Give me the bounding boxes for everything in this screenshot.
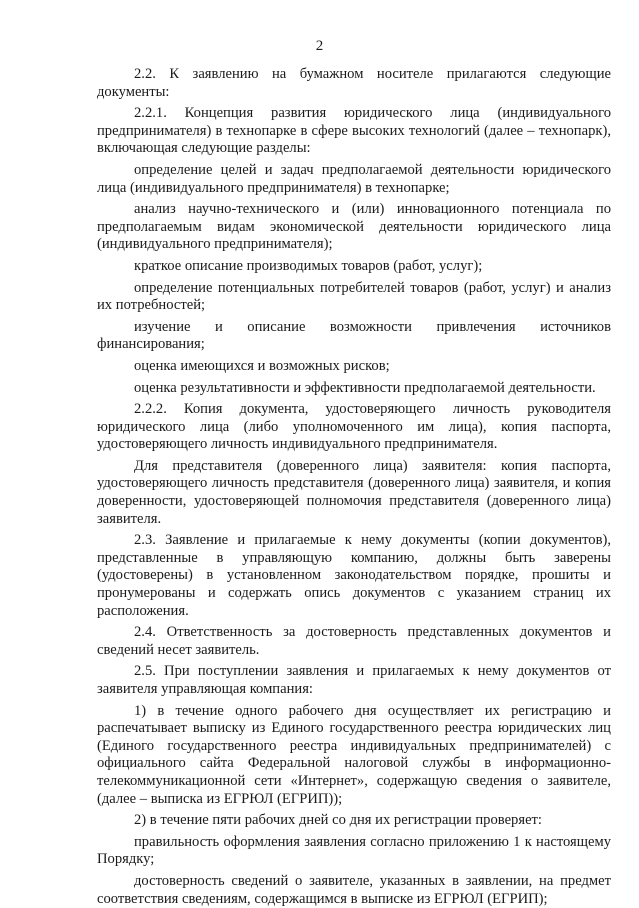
paragraph: 2.4. Ответственность за достоверность представленных документов и сведений несет заявитель.: [97, 624, 611, 658]
page-number: 2: [315, 38, 324, 54]
paragraph: изучение и описание возможности привлечения источников финансирования;: [97, 318, 611, 353]
paragraph: 2.5. При поступлении заявления и прилагаемых к нему документов от заявителя управляющая компания:: [97, 663, 611, 697]
paragraph: 2.2.1. Концепция развития юридического лица (индивидуального предпринимателя) в технопарке в сфере высоких технологий (далее – технопарк), включающая следующие разделы:: [97, 105, 611, 157]
paragraph: 2.3. Заявление и прилагаемые к нему документы (копии документов), представленные в управляющую компанию, должны быть заверены (удостоверены) в установленном законодательством порядке, прошиты и пронумерованы и содержать опись документов с указанием страниц их расположения.: [97, 532, 611, 619]
paragraph: определение целей и задач предполагаемой деятельности юридического лица (индивидуального предпринимателя) в технопарке;: [97, 161, 611, 196]
paragraph: Для представителя (доверенного лица) заявителя: копия паспорта, удостоверяющего личность представителя (доверенного лица) заявителя, и копия доверенности, удостоверяющей полномочия представителя (доверенного лица) заявителя.: [97, 457, 611, 527]
paragraph: достоверность сведений о заявителе, указанных в заявлении, на предмет соответствия сведениям, содержащимся в выписке из ЕГРЮЛ (ЕГРИП);: [97, 872, 611, 907]
document-body: [97, 66, 611, 908]
paragraph: 2.2.2. Копия документа, удостоверяющего личность руководителя юридического лица (либо уполномоченного им лица), копия паспорта, удостоверяющего личность индивидуального предпринимателя.: [97, 401, 611, 453]
paragraph: оценка имеющихся и возможных рисков;: [134, 357, 390, 374]
paragraph: краткое описание производимых товаров (работ, услуг);: [134, 257, 483, 274]
paragraph: определение потенциальных потребителей товаров (работ, услуг) и анализ их потребностей;: [97, 279, 611, 314]
paragraph: правильность оформления заявления согласно приложению 1 к настоящему Порядку;: [97, 833, 611, 868]
paragraph: 1) в течение одного рабочего дня осуществляет их регистрацию и распечатывает выписку из Единого государственного реестра юридических лиц (Единого государственного реестра индивидуальных предпринимателей) с официального сайта Федеральной налоговой службы в информационно-телекоммуникационной сети «Интернет», содержащую сведения о заявителе, (далее – выписка из ЕГРЮЛ (ЕГРИП));: [97, 702, 611, 807]
paragraph: 2) в течение пяти рабочих дней со дня их регистрации проверяет:: [134, 812, 542, 829]
paragraph: оценка результативности и эффективности предполагаемой деятельности.: [134, 379, 596, 396]
paragraph: анализ научно-технического и (или) инновационного потенциала по предполагаемым видам экономической деятельности юридического лица (индивидуального предпринимателя);: [97, 201, 611, 253]
paragraph: 2.2. К заявлению на бумажном носителе прилагаются следующие документы:: [97, 66, 611, 100]
